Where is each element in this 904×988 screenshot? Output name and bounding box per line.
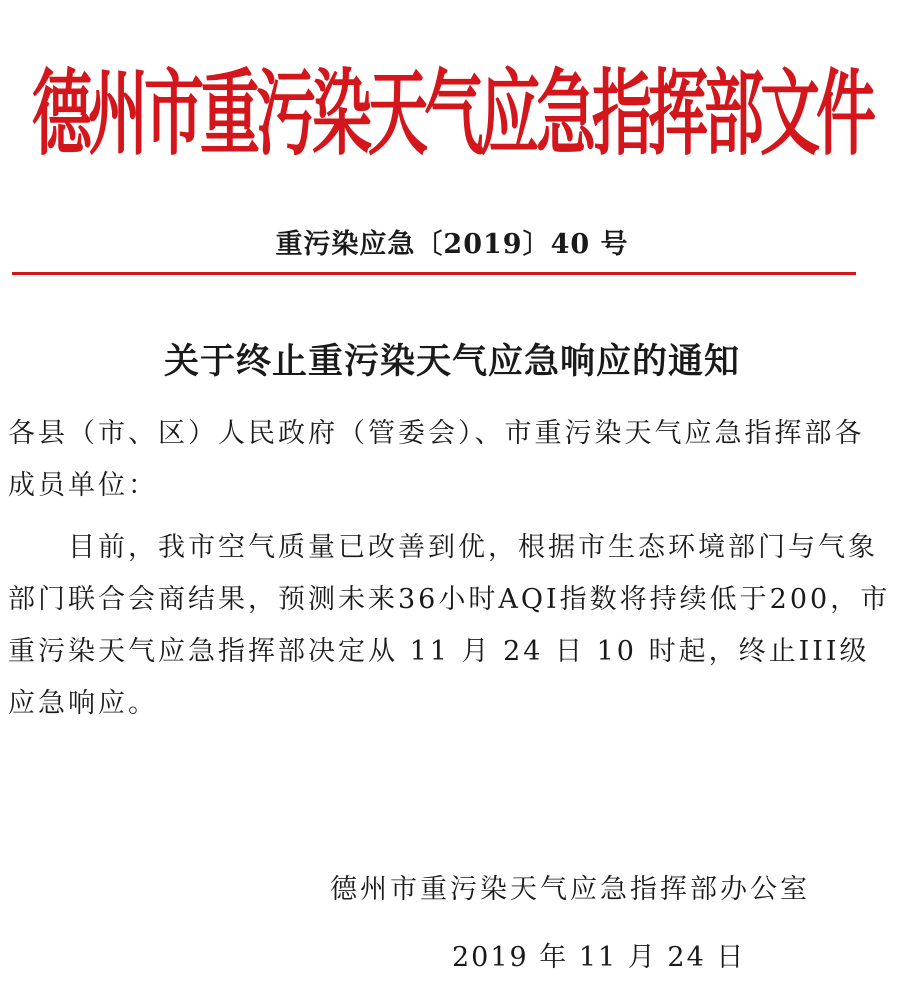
document-number: 重污染应急〔2019〕40 号 (275, 229, 629, 260)
header-divider (12, 272, 856, 275)
signatory: 德州市重污染天气应急指挥部办公室 (330, 874, 810, 905)
issue-date: 2019 年 11 月 24 日 (452, 942, 746, 973)
notice-title: 关于终止重污染天气应急响应的通知 (163, 341, 740, 382)
document-body (8, 408, 894, 730)
addressee: 各县（市、区）人民政府（管委会）、市重污染天气应急指挥部各成员单位： (8, 418, 865, 501)
issuer-header: 德州市重污染天气应急指挥部文件 (32, 60, 872, 169)
body-paragraph: 目前，我市空气质量已改善到优，根据市生态环境部门与气象部门联合会商结果，预测未来36小时AQI指数将持续低于200，市重污染天气应急指挥部决定从 11 月 24 日 10 时起，终止III级应急响应。 (8, 532, 891, 719)
